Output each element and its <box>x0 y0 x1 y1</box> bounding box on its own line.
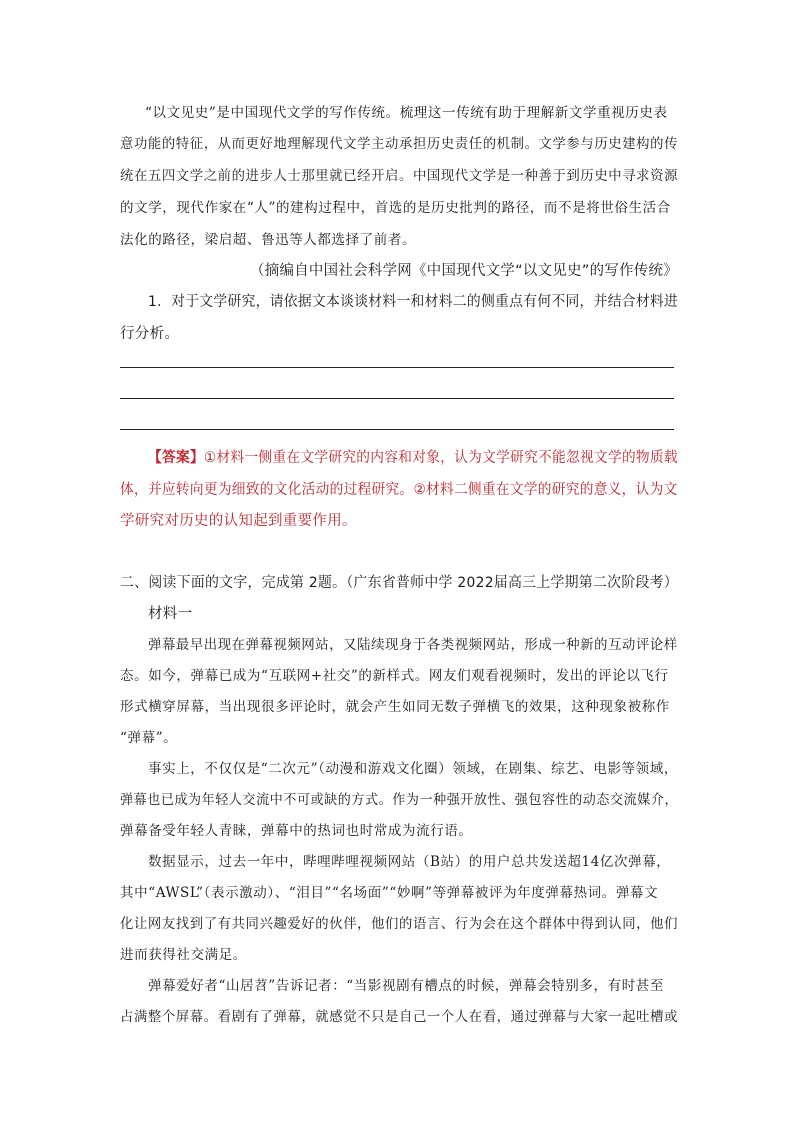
answer-label: 【答案】 <box>148 450 204 466</box>
material-label: 材料一 <box>148 606 193 622</box>
question-line: 行分析。 <box>120 326 180 342</box>
passage-line: 法化的路径，梁启超、鲁迅等人都选择了前者。 <box>120 232 417 248</box>
answer-line: 体，并应转向更为细致的文化活动的过程研究。②材料二侧重在文学的研究的意义，认为文 <box>120 482 678 498</box>
material-line: 形式横穿屏幕，当出现很多评论时，就会产生如同无数子弹横飞的效果，这种现象被称作 <box>120 699 670 715</box>
answer-blank-line[interactable] <box>120 398 674 399</box>
answer-blank-line[interactable] <box>120 367 674 368</box>
answer-line: 学研究对历史的认知起到重要作用。 <box>120 513 357 529</box>
material-line: 弹幕也已成为年轻人交流中不可或缺的方式。作为一种强开放性、强包容性的动态交流媒介， <box>120 792 679 808</box>
material-line: 弹幕备受年轻人青睐，弹幕中的热词也时常成为流行语。 <box>120 823 473 839</box>
passage-line: 的文学，现代作家在“人”的建构过程中，首选的是历史批判的路径，而不是将世俗生活合 <box>120 200 671 216</box>
answer-blank-line[interactable] <box>120 429 674 430</box>
material-line: 占满整个屏幕。看剧有了弹幕，就感觉不只是自己一个人在看，通过弹幕与大家一起吐槽或 <box>120 1009 679 1025</box>
material-line: 其中“AWSL”（表示激动）、“泪目”“名场面”“妙啊”等弹幕被评为年度弹幕热词。弹幕文 <box>120 885 659 901</box>
source-citation: （摘编自中国社会科学网《中国现代文学“以文见史”的写作传统》 <box>250 263 679 279</box>
material-line: 弹幕最早出现在弹幕视频网站，又陆续现身于各类视频网站，形成一种新的互动评论样 <box>148 637 678 653</box>
answer-line: ①材料一侧重在文学研究的内容和对象，认为文学研究不能忽视文学的物质载 <box>203 450 678 466</box>
question-line: 1．对于文学研究，请依据文本谈谈材料一和材料二的侧重点有何不同，并结合材料进 <box>148 294 679 310</box>
passage-line: 意功能的特征，从而更好地理解现代文学主动承担历史责任的机制。文学参与历史建构的传 <box>120 136 679 152</box>
material-line: 数据显示，过去一年中，哔哩哔哩视频网站（B站）的用户总共发送超14亿次弹幕， <box>148 854 671 870</box>
section-heading: 二、阅读下面的文字，完成第 2题。（广东省普师中学 2022届高三上学期第二次阶段考） <box>120 575 678 591</box>
material-line: 化让网友找到了有共同兴趣爱好的伙伴，他们的语言、行为会在这个群体中得到认同，他们 <box>120 916 679 932</box>
material-line: 态。如今，弹幕已成为“互联网+社交”的新样式。网友们观看视频时，发出的评论以飞行 <box>120 668 669 684</box>
material-line: 弹幕爱好者“山居苕”告诉记者：“当影视剧有槽点的时候，弹幕会特别多，有时甚至 <box>148 978 665 994</box>
material-line: 事实上，不仅仅是“二次元”（动漫和游戏文化圈）领域，在剧集、综艺、电影等领域， <box>148 761 678 777</box>
passage-line: 统在五四文学之前的进步人士那里就已经开启。中国现代文学是一种善于到历史中寻求资源 <box>120 168 679 184</box>
answer-first-line <box>148 446 678 467</box>
passage-line: “以文见史”是中国现代文学的写作传统。梳理这一传统有助于理解新文学重视历史表 <box>145 105 668 121</box>
material-line: “弹幕”。 <box>120 730 178 746</box>
material-line: 进而获得社交满足。 <box>120 947 247 963</box>
